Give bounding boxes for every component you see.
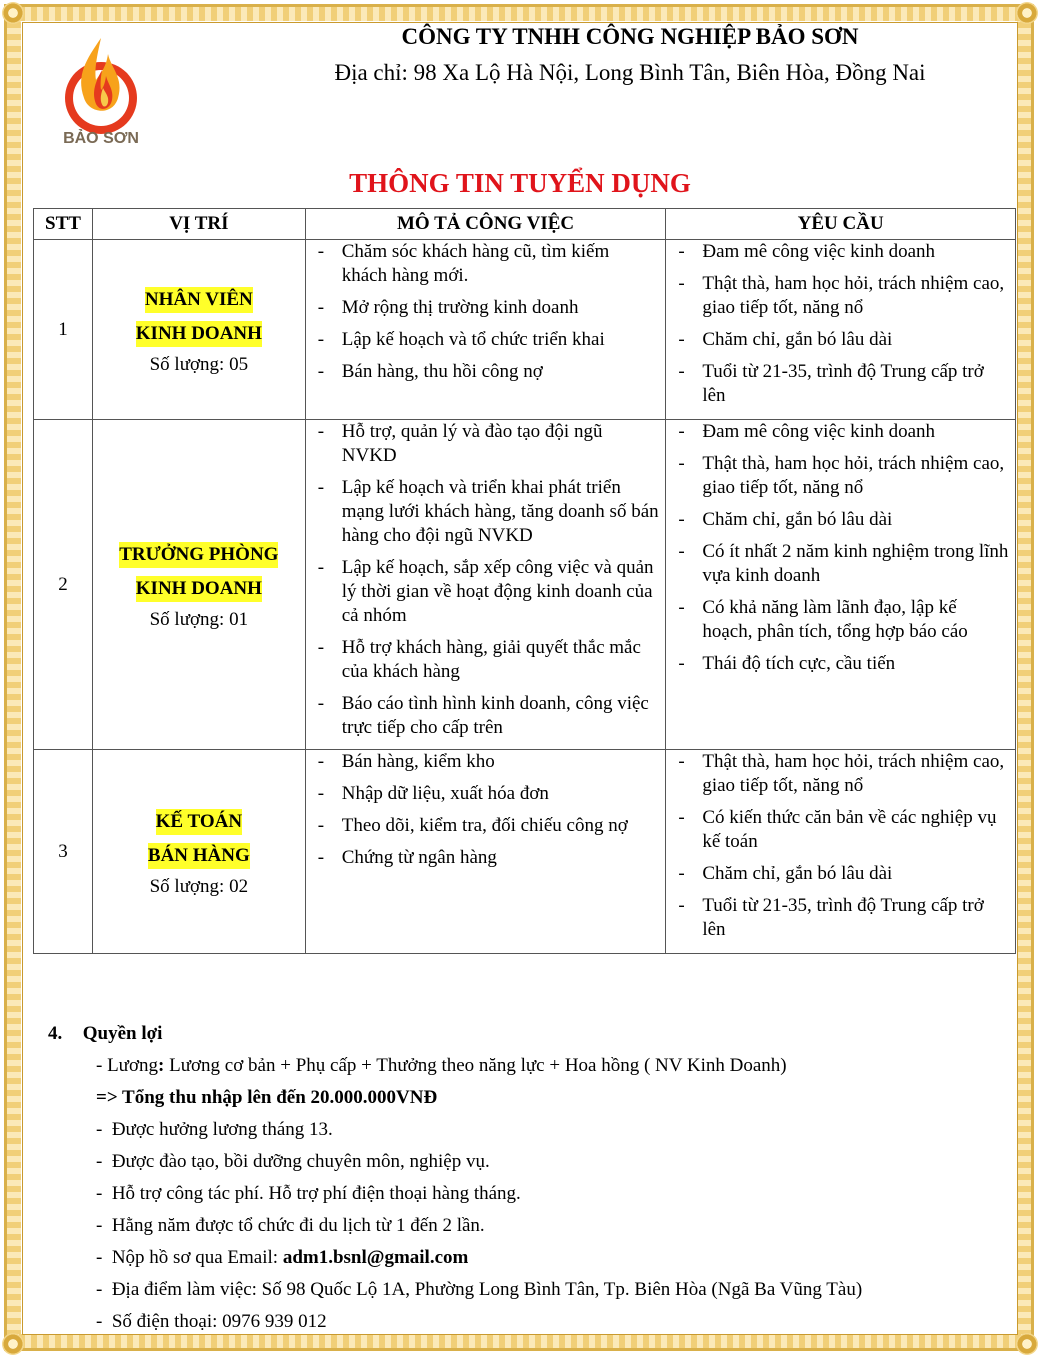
salary-text: Lương cơ bản + Phụ cấp + Thưởng theo năng lực + Hoa hồng ( NV Kinh Doanh) bbox=[164, 1055, 787, 1076]
workplace-text: Địa điểm làm việc: Số 98 Quốc Lộ 1A, Phường Long Bình Tân, Tp. Biên Hòa (Ngã Ba Vũng Tàu) bbox=[111, 1279, 863, 1300]
list-item: - Chăm chỉ, gắn bó lâu dài bbox=[674, 328, 1009, 352]
workplace-line bbox=[48, 1274, 1008, 1306]
list-item: - Chăm sóc khách hàng cũ, tìm kiếm khách hàng mới. bbox=[314, 240, 660, 288]
list-item: - Lập kế hoạch, sắp xếp công việc và quản lý thời gian về hoạt động kinh doanh của cả nhóm bbox=[314, 556, 660, 628]
requirements-cell bbox=[666, 240, 1016, 420]
benefit-item bbox=[48, 1114, 1008, 1146]
list-item: - Báo cáo tình hình kinh doanh, công việc trực tiếp cho cấp trên bbox=[314, 692, 660, 740]
email-line bbox=[48, 1242, 1008, 1274]
list-item: - Hỗ trợ, quản lý và đào tạo đội ngũ NVKD bbox=[314, 420, 660, 468]
header-description: MÔ TẢ CÔNG VIỆC bbox=[305, 209, 666, 240]
list-item: - Chăm chỉ, gắn bó lâu dài bbox=[674, 862, 1009, 886]
position-cell bbox=[92, 240, 305, 420]
list-item: - Tuổi từ 21-35, trình độ Trung cấp trở lên bbox=[674, 894, 1009, 942]
phone-line bbox=[48, 1306, 1008, 1338]
table-row bbox=[34, 240, 1016, 420]
position-title: KẾ TOÁN bbox=[156, 809, 242, 835]
list-item: - Thật thà, ham học hỏi, trách nhiệm cao, giao tiếp tốt, năng nổ bbox=[674, 272, 1009, 320]
benefit-text: Hằng năm được tổ chức đi du lịch từ 1 đến 2 lần. bbox=[111, 1215, 485, 1236]
list-item: - Thật thà, ham học hỏi, trách nhiệm cao, giao tiếp tốt, năng nổ bbox=[674, 452, 1009, 500]
salary-line bbox=[48, 1050, 1008, 1082]
email-label: Nộp hồ sơ qua Email: bbox=[111, 1247, 283, 1268]
corner-ornament bbox=[1016, 1333, 1038, 1355]
list-item: - Có ít nhất 2 năm kinh nghiệm trong lĩnh vựa kinh doanh bbox=[674, 540, 1009, 588]
benefit-text: Được hưởng lương tháng 13. bbox=[111, 1119, 333, 1140]
section-number: 4. bbox=[48, 1023, 63, 1044]
header-requirements: YÊU CẦU bbox=[666, 209, 1016, 240]
section-title: Quyền lợi bbox=[82, 1023, 163, 1044]
position-quantity: Số lượng: 05 bbox=[149, 353, 249, 375]
position-title: NHÂN VIÊN bbox=[145, 287, 253, 313]
email-link[interactable]: adm1.bsnl@gmail.com bbox=[282, 1247, 469, 1268]
list-item: - Đam mê công việc kinh doanh bbox=[674, 420, 1009, 444]
document-title: THÔNG TIN TUYỂN DỤNG bbox=[349, 168, 691, 198]
list-item: - Có khả năng làm lãnh đạo, lập kế hoạch, phân tích, tổng hợp báo cáo bbox=[674, 596, 1009, 644]
corner-ornament bbox=[2, 1333, 24, 1355]
benefit-text: Hỗ trợ công tác phí. Hỗ trợ phí điện thoại hàng tháng. bbox=[111, 1183, 521, 1204]
benefit-text: Được đào tạo, bồi dưỡng chuyên môn, nghiệp vụ. bbox=[111, 1151, 490, 1172]
table-header-row bbox=[34, 209, 1016, 240]
header-stt: STT bbox=[34, 209, 93, 240]
list-item: - Chứng từ ngân hàng bbox=[314, 846, 660, 870]
list-item: - Lập kế hoạch và triển khai phát triển mạng lưới khách hàng, tăng doanh số bán hàng cho đội ngũ NVKD bbox=[314, 476, 660, 548]
list-item: - Chăm chỉ, gắn bó lâu dài bbox=[674, 508, 1009, 532]
position-title: KINH DOANH bbox=[136, 321, 262, 347]
position-title: TRƯỞNG PHÒNG bbox=[119, 542, 278, 568]
description-cell bbox=[305, 420, 666, 750]
row-stt: 3 bbox=[34, 750, 93, 954]
company-logo bbox=[56, 30, 146, 150]
company-name: CÔNG TY TNHH CÔNG NGHIỆP BẢO SƠN bbox=[401, 24, 859, 49]
corner-ornament bbox=[2, 2, 24, 24]
list-item: - Thái độ tích cực, cầu tiến bbox=[674, 652, 1009, 676]
salary-label: - Lương bbox=[96, 1055, 159, 1076]
list-item: - Mở rộng thị trường kinh doanh bbox=[314, 296, 660, 320]
position-quantity: Số lượng: 01 bbox=[149, 608, 249, 630]
phone-text: Số điện thoại: 0976 939 012 bbox=[111, 1311, 327, 1332]
list-item: - Có kiến thức căn bản về các nghiệp vụ kế toán bbox=[674, 806, 1009, 854]
position-title: BÁN HÀNG bbox=[148, 843, 250, 869]
benefits-section bbox=[48, 1018, 1008, 1338]
list-item: - Theo dõi, kiểm tra, đối chiếu công nợ bbox=[314, 814, 660, 838]
position-title: KINH DOANH bbox=[136, 576, 262, 602]
position-cell bbox=[92, 750, 305, 954]
table-row bbox=[34, 750, 1016, 954]
total-income: => Tổng thu nhập lên đến 20.000.000VNĐ bbox=[96, 1087, 438, 1108]
list-item: - Tuổi từ 21-35, trình độ Trung cấp trở lên bbox=[674, 360, 1009, 408]
logo-text: BẢO SƠN bbox=[63, 130, 139, 147]
salary-colon: : bbox=[158, 1055, 165, 1076]
benefits-heading bbox=[48, 1018, 1008, 1050]
list-item: - Hỗ trợ khách hàng, giải quyết thắc mắc của khách hàng bbox=[314, 636, 660, 684]
table-row bbox=[34, 420, 1016, 750]
benefit-item bbox=[48, 1178, 1008, 1210]
position-quantity: Số lượng: 02 bbox=[149, 875, 249, 897]
list-item: - Đam mê công việc kinh doanh bbox=[674, 240, 1009, 264]
company-address: Địa chỉ: 98 Xa Lộ Hà Nội, Long Bình Tân, Biên Hòa, Đồng Nai bbox=[334, 60, 926, 85]
description-cell bbox=[305, 750, 666, 954]
description-cell bbox=[305, 240, 666, 420]
header-position: VỊ TRÍ bbox=[92, 209, 305, 240]
position-cell bbox=[92, 420, 305, 750]
benefit-item bbox=[48, 1210, 1008, 1242]
requirements-cell bbox=[666, 420, 1016, 750]
row-stt: 1 bbox=[34, 240, 93, 420]
row-stt: 2 bbox=[34, 420, 93, 750]
list-item: - Thật thà, ham học hỏi, trách nhiệm cao, giao tiếp tốt, năng nổ bbox=[674, 750, 1009, 798]
list-item: - Bán hàng, kiểm kho bbox=[314, 750, 660, 774]
recruitment-table bbox=[33, 208, 1016, 954]
list-item: - Nhập dữ liệu, xuất hóa đơn bbox=[314, 782, 660, 806]
benefit-item bbox=[48, 1146, 1008, 1178]
list-item: - Lập kế hoạch và tổ chức triển khai bbox=[314, 328, 660, 352]
corner-ornament bbox=[1016, 2, 1038, 24]
list-item: - Bán hàng, thu hồi công nợ bbox=[314, 360, 660, 384]
requirements-cell bbox=[666, 750, 1016, 954]
